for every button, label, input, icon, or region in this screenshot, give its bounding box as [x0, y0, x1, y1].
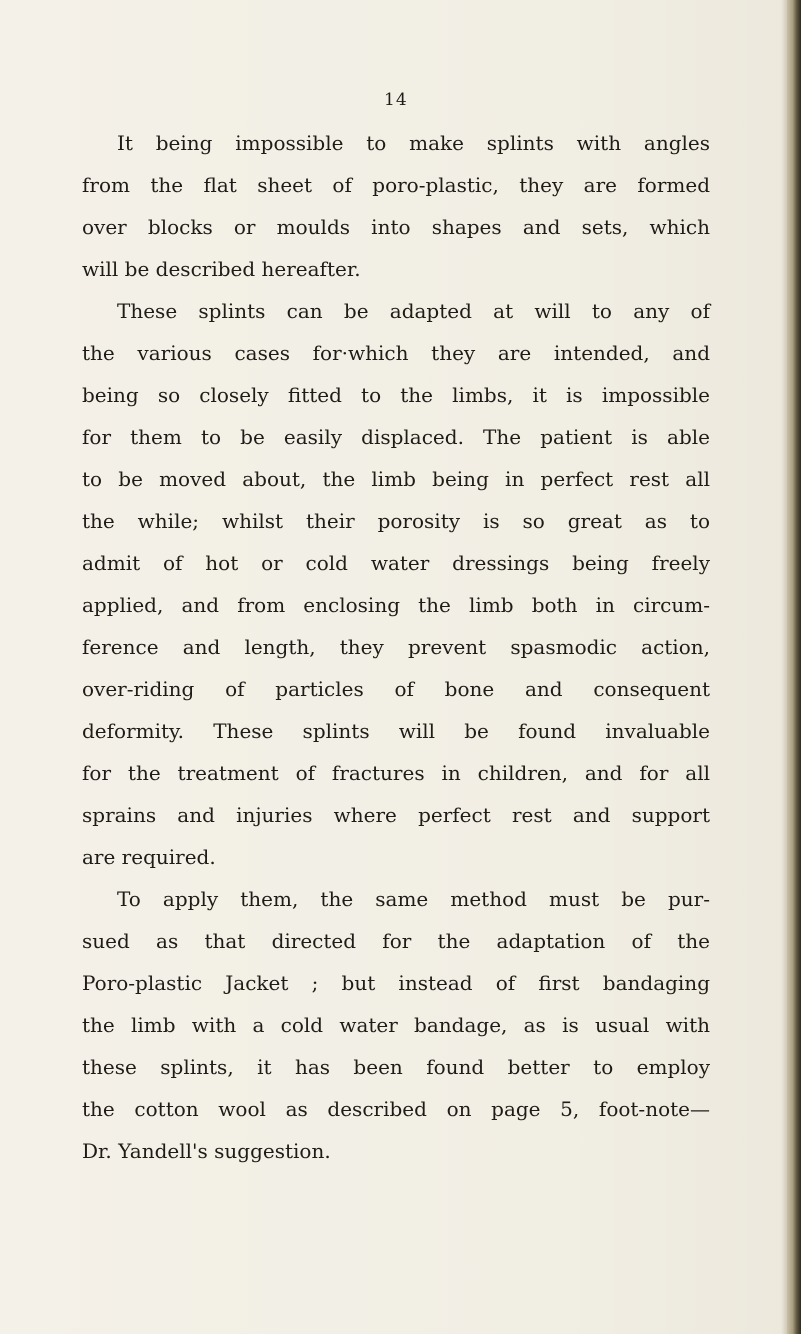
- text-line: for the treatment of fractures in children, and for all: [82, 761, 710, 785]
- text-line: Dr. Yandell's suggestion.: [82, 1139, 331, 1163]
- paragraph-1: [82, 122, 710, 290]
- text-line: deformity. These splints will be found invaluable: [82, 719, 710, 743]
- text-line: admit of hot or cold water dressings being freely: [82, 551, 710, 575]
- text-line: the limb with a cold water bandage, as is usual with: [82, 1013, 710, 1037]
- text-line: for them to be easily displaced. The patient is able: [82, 425, 710, 449]
- text-line: sued as that directed for the adaptation of the: [82, 929, 710, 953]
- text-line: over-riding of particles of bone and consequent: [82, 677, 710, 701]
- text-line: It being impossible to make splints with angles: [117, 131, 710, 155]
- book-spine-edge: [787, 0, 801, 1334]
- body-text: [82, 122, 710, 1172]
- text-line: the various cases for·which they are intended, and: [82, 341, 710, 365]
- text-line: over blocks or moulds into shapes and sets, which: [82, 215, 710, 239]
- text-line: are required.: [82, 845, 216, 869]
- text-line: These splints can be adapted at will to any of: [117, 299, 710, 323]
- paragraph-2: [82, 290, 710, 878]
- text-line: Poro-plastic Jacket ; but instead of first bandaging: [82, 971, 710, 995]
- text-line: applied, and from enclosing the limb both in circum-: [82, 593, 710, 617]
- text-line: these splints, it has been found better to employ: [82, 1055, 710, 1079]
- text-line: the cotton wool as described on page 5, foot-note—: [82, 1097, 710, 1121]
- text-line: from the flat sheet of poro-plastic, they are formed: [82, 173, 710, 197]
- text-line: ference and length, they prevent spasmodic action,: [82, 635, 710, 659]
- text-line: the while; whilst their porosity is so great as to: [82, 509, 710, 533]
- text-line: being so closely fitted to the limbs, it is impossible: [82, 383, 710, 407]
- text-line: To apply them, the same method must be pur-: [117, 887, 710, 911]
- paragraph-3: [82, 878, 710, 1172]
- page-number: 14: [384, 90, 408, 110]
- text-line: will be described hereafter.: [82, 257, 361, 281]
- text-line: sprains and injuries where perfect rest and support: [82, 803, 710, 827]
- text-line: to be moved about, the limb being in perfect rest all: [82, 467, 710, 491]
